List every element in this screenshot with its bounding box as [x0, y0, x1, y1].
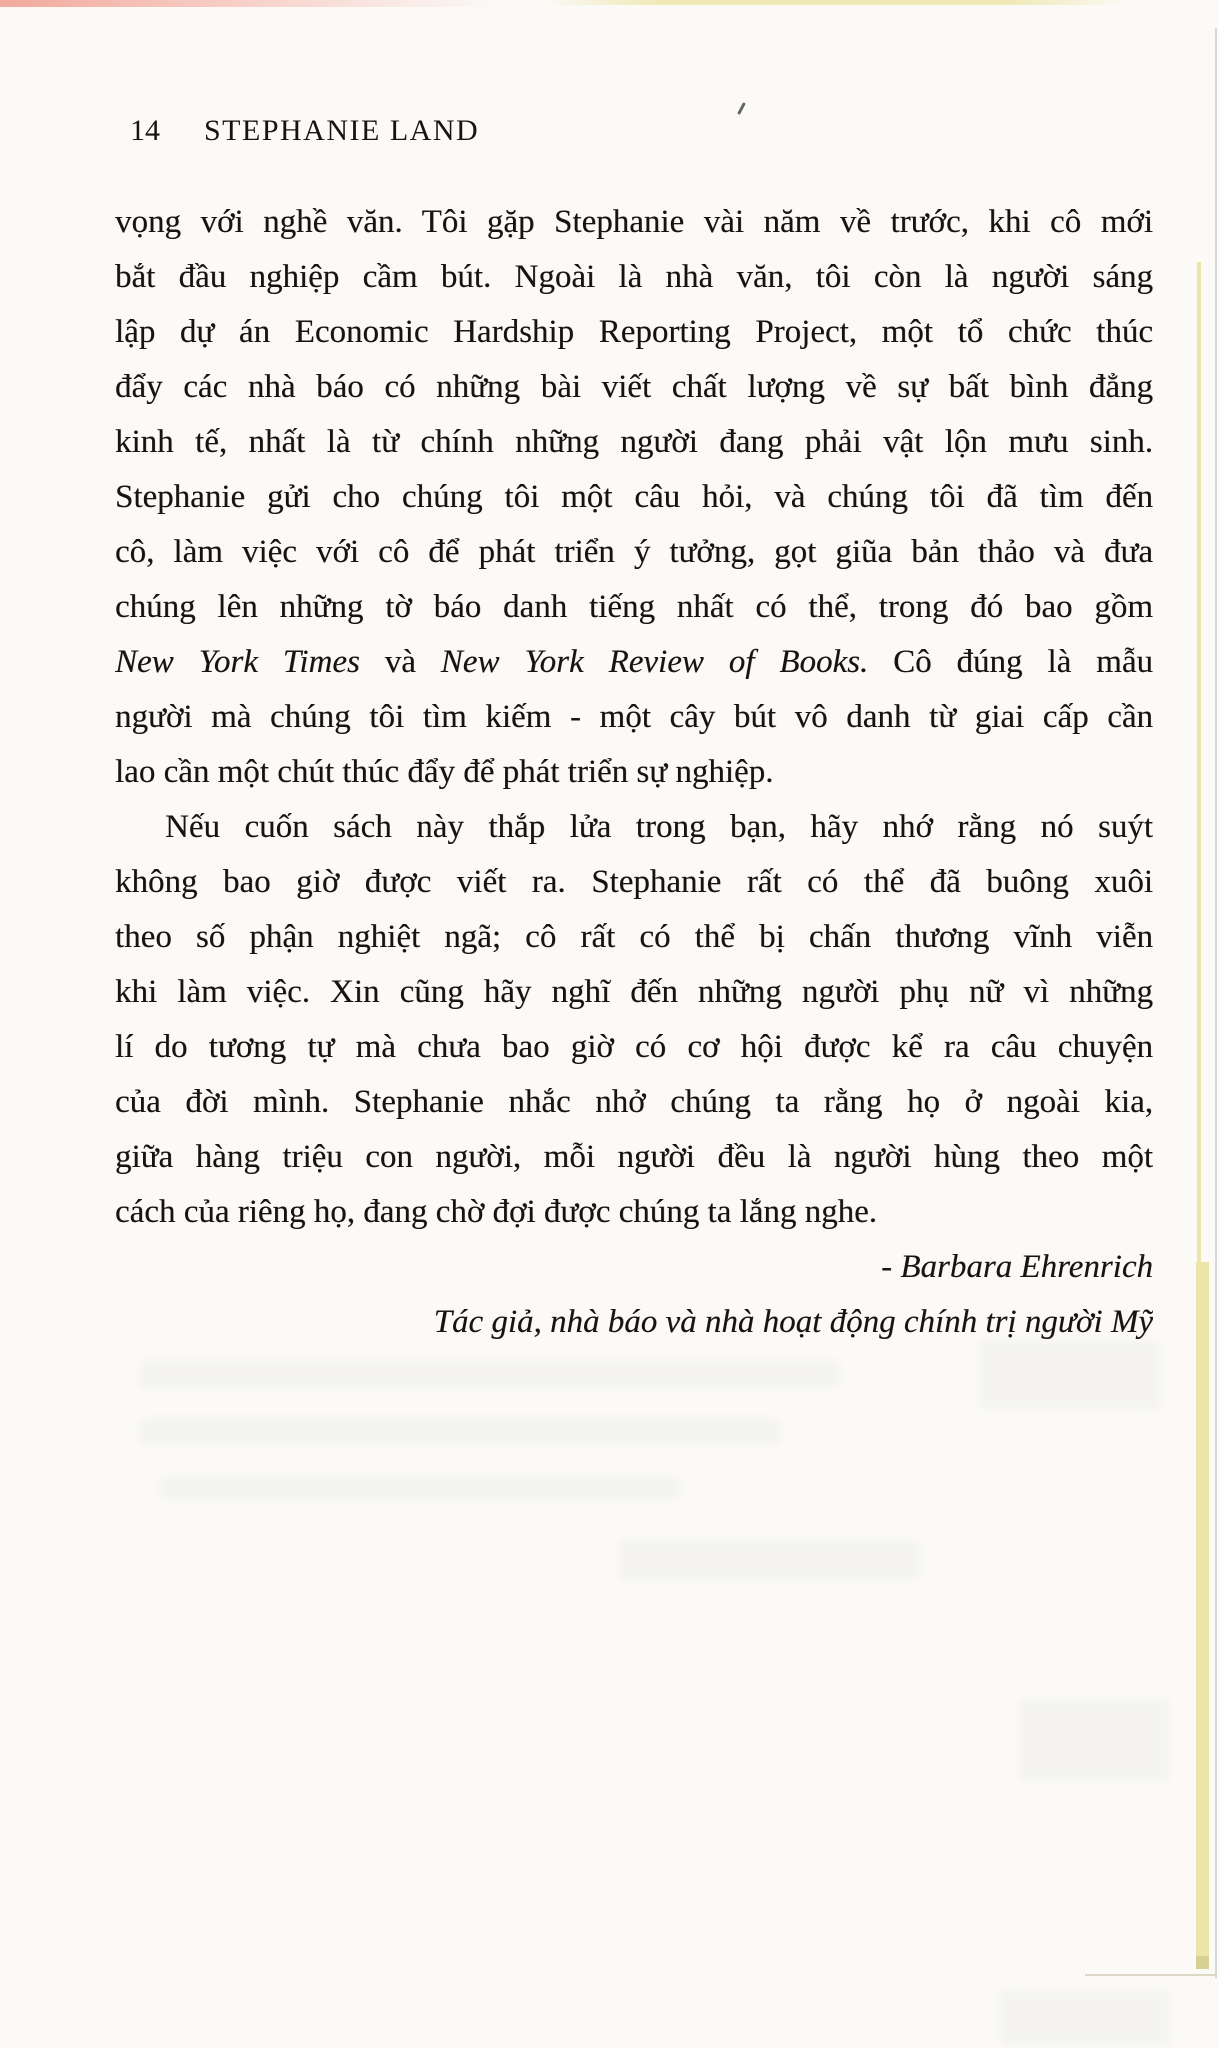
text-line	[115, 910, 1153, 965]
text-line	[115, 305, 1153, 360]
text-run: lao cần một chút thúc đẩy để phát triển sự nghiệp.	[115, 754, 774, 790]
italic-text-run: - Barbara Ehrenrich	[881, 1249, 1153, 1285]
right-edge-strip-wide	[1196, 1262, 1209, 1968]
text-run: Stephanie gửi cho chúng tôi một câu hỏi, và chúng tôi đã tìm đến	[115, 479, 1153, 515]
text-run: và	[359, 644, 441, 680]
text-run: bắt đầu nghiệp cầm bút. Ngoài là nhà văn, tôi còn là người sáng	[115, 259, 1153, 295]
text-line	[115, 250, 1153, 305]
text-line	[115, 525, 1153, 580]
pen-tick-mark	[737, 102, 746, 115]
bleed-through-ghost	[1020, 1700, 1170, 1780]
text-run: cô, làm việc với cô để phát triển ý tưởng, gọt giũa bản thảo và đưa	[115, 534, 1153, 570]
text-line	[115, 580, 1153, 635]
body-text	[115, 195, 1153, 1350]
page-edge-line	[1215, 28, 1217, 1978]
text-line	[115, 965, 1153, 1020]
running-title: STEPHANIE LAND	[204, 114, 480, 147]
text-line	[115, 690, 1153, 745]
text-line	[115, 1075, 1153, 1130]
page-number: 14	[130, 114, 160, 147]
italic-text-run: Tác giả, nhà báo và nhà hoạt động chính trị người Mỹ	[433, 1304, 1153, 1340]
bleed-through-ghost	[1000, 1990, 1170, 2045]
text-line	[115, 360, 1153, 415]
bottom-edge-line	[1085, 1974, 1217, 1976]
text-run: Nếu cuốn sách này thắp lửa trong bạn, hãy nhớ rằng nó suýt	[165, 809, 1153, 845]
bleed-through-ghost	[140, 1418, 780, 1444]
top-edge-pink-streak	[0, 0, 500, 7]
bleed-through-ghost	[620, 1540, 920, 1580]
right-edge-strip-tip	[1196, 1956, 1209, 1969]
text-line	[115, 800, 1153, 855]
text-line	[115, 1240, 1153, 1295]
text-line	[115, 470, 1153, 525]
text-run: giữa hàng triệu con người, mỗi người đều là người hùng theo một	[115, 1139, 1153, 1175]
page-header	[130, 114, 479, 148]
text-run: kinh tế, nhất là từ chính những người đang phải vật lộn mưu sinh.	[115, 424, 1153, 460]
bleed-through-ghost	[140, 1360, 840, 1388]
text-run: vọng với nghề văn. Tôi gặp Stephanie vài năm về trước, khi cô mới	[115, 204, 1153, 240]
text-line	[115, 415, 1153, 470]
text-line	[115, 1185, 1153, 1240]
text-line	[115, 635, 1153, 690]
text-line	[115, 195, 1153, 250]
italic-text-run: New York Review of Books.	[440, 644, 869, 680]
bleed-through-ghost	[160, 1476, 680, 1500]
bleed-through-ghost	[980, 1340, 1160, 1410]
text-run: cách của riêng họ, đang chờ đợi được chúng ta lắng nghe.	[115, 1194, 878, 1230]
text-line	[115, 1130, 1153, 1185]
top-edge-yellow-streak	[540, 0, 1130, 5]
text-run: chúng lên những tờ báo danh tiếng nhất có thể, trong đó bao gồm	[115, 589, 1153, 625]
text-run: người mà chúng tôi tìm kiếm - một cây bút vô danh từ giai cấp cần	[115, 699, 1153, 735]
text-line	[115, 1295, 1153, 1350]
text-line	[115, 855, 1153, 910]
text-run: lí do tương tự mà chưa bao giờ có cơ hội được kể ra câu chuyện	[115, 1029, 1153, 1065]
text-line	[115, 745, 1153, 800]
text-run: đẩy các nhà báo có những bài viết chất lượng về sự bất bình đẳng	[115, 369, 1153, 405]
text-run: theo số phận nghiệt ngã; cô rất có thể bị chấn thương vĩnh viễn	[115, 919, 1153, 955]
right-edge-strip-thin	[1197, 262, 1201, 1262]
text-run: không bao giờ được viết ra. Stephanie rất có thể đã buông xuôi	[115, 864, 1153, 900]
text-run: của đời mình. Stephanie nhắc nhở chúng ta rằng họ ở ngoài kia,	[115, 1084, 1153, 1120]
text-run: khi làm việc. Xin cũng hãy nghĩ đến những người phụ nữ vì những	[115, 974, 1153, 1010]
italic-text-run: New York Times	[115, 644, 360, 680]
text-line	[115, 1020, 1153, 1075]
text-run: Cô đúng là mẫu	[868, 644, 1153, 680]
text-run: lập dự án Economic Hardship Reporting Project, một tổ chức thúc	[115, 314, 1153, 350]
